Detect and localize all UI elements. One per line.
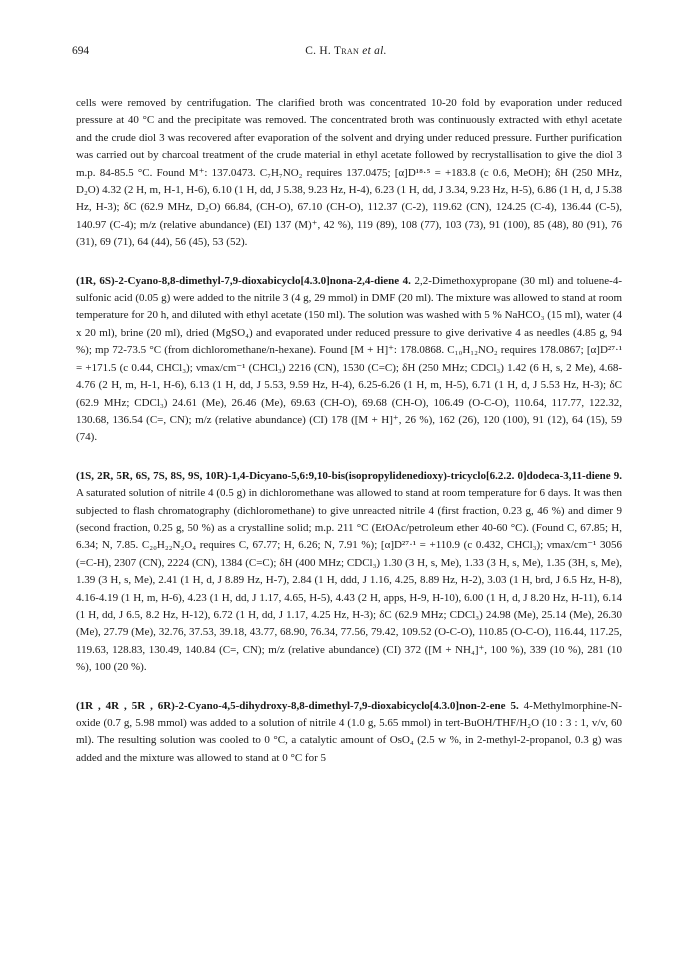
compound-heading: (1S, 2R, 5R, 6S, 7S, 8S, 9S, 10R)-1,4-Dicyano-5,6:9,10-bis(isopropylidenedioxy)-tricyclo[6.2.2. 0]dodeca-3,11-diene 9. — [76, 469, 622, 482]
paragraph-text: 2,2-Dimethoxypropane (30 ml) and toluene-4-sulfonic acid (0.05 g) were added to the nitrile 3 (4 g, 29 mmol) in DMF (20 ml). The mixture was allowed to stand at room temperature for 20 h, and diluted with ethyl acetate (150 ml). The solution was washed with 5 % NaHCO₃ (15 ml), water (4 x 20 ml), brine (20 ml), dried (MgSO₄) and evaporated under reduced pressure to give derivative 4 as needles (4.85 g, 94 %); mp 72-73.5 °C (from dichloromethane/n-hexane). Found [M + H]⁺: 178.0868. C₁₀H₁₂NO₂ requires 178.0867; [α]D²⁷·¹ = +171.5 (c 0.44, CHCl₃); νmax/cm⁻¹ (CHCl₃) 2216 (CN), 1530 (C=C); δH (250 MHz; CDCl₃) 1.42 (6 H, s, 2 Me), 4.68-4.76 (2 H, m, H-1, H-6), 6.13 (1 H, dd, J 5.53, 9.59 Hz, H-4), 6.25-6.26 (1 H, m, H-5), 6.71 (1 H, d, J 5.53 Hz, H-3); δC (62.9 MHz; CDCl₃) 24.61 (Me), 26.46 (Me), 69.63 (CH-O), 69.68 (CH-O), 106.49 (O-C-O), 110.64, 117.77, 122.32, 130.68, 136.54 (C=, CN); m/z (relative abundance) (CI) 178 ([M + H]⁺, 26 %), 162 (26), 120 (100), 91 (12), 64 (15), 59 (74). — [76, 274, 622, 444]
paragraph-text: 4-Methylmorphine-N-oxide (0.7 g, 5.98 mmol) was added to a solution of nitrile 4 (1.0 g, 5.65 mmol) in tert-BuOH/THF/H₂O (10 : 3 : 1, v/v, 60 ml). The resulting solution was cooled to 0 °C, a catalytic amount of OsO₄ (2.5 w %, in 2-methyl-2-propanol, 0.3 g) was added and the mixture was allowed to stand at 0 °C for 5 — [76, 699, 622, 764]
paragraph-diol-3 — [76, 95, 622, 252]
paragraph-compound-5 — [76, 698, 622, 768]
running-head-authors: C. H. Tran — [305, 45, 360, 57]
article-body — [76, 95, 622, 788]
paragraph-compound-4 — [76, 273, 622, 447]
running-head-et-al: et al. — [362, 45, 387, 57]
page-header — [72, 45, 620, 61]
paragraph-text: cells were removed by centrifugation. The clarified broth was concentrated 10-20 fold by evaporation under reduced pressure at 40 °C and the precipitate was removed. The concentrated broth was continuously extracted with ethyl acetate and the crude diol 3 was recovered after evaporation of the solvent and drying under reduced pressure. Further purification was carried out by charcoal treatment of the crude material in ethyl acetate followed by recrystallisation to give the diol 3 m.p. 84-85.5 °C. Found M⁺: 137.0473. C₇H₇NO₂ requires 137.0475; [α]D¹⁸·⁵ = +183.8 (c 0.6, MeOH); δH (250 MHz, D₂O) 4.32 (2 H, m, H-1, H-6), 6.10 (1 H, dd, J 5.38, 9.23 Hz, H-4), 6.23 (1 H, dd, J 3.34, 9.23 Hz, H-5), 6.86 (1 H, d, J 5.38 Hz, H-3); δC (62.9 MHz, D₂O) 66.84, (CH-O), 67.10 (CH-O), 112.37 (C-2), 119.62 (CN), 124.25 (C-4), 136.44 (C-5), 140.97 (C-4); m/z (relative abundance) (EI) 137 (M)⁺, 42 %), 119 (89), 108 (77), 103 (73), 91 (100), 85 (48), 80 (91), 76 (31), 69 (71), 64 (44), 56 (45), 53 (52). — [76, 97, 622, 249]
paragraph-compound-9 — [76, 468, 622, 677]
paragraph-text: A saturated solution of nitrile 4 (0.5 g) in dichloromethane was allowed to stand at room temperature for 6 days. It was then subjected to flash chromatography (dichloromethane) to give unreacted nitrile 4 (first fraction, 0.23 g, 46 %) and dimer 9 (second fraction, 0.25 g, 50 %) as a crystalline solid; m.p. 211 °C (EtOAc/petroleum ether 40-60 °C). (Found C, 67.85; H, 6.34; N, 7.85. C₂₀H₂₂N₂O₄ requires C, 67.77; H, 6.26; N, 7.91 %); [α]D²⁷·¹ = +110.9 (c 0.432, CHCl₃); νmax/cm⁻¹ 3056 (=C-H), 2307 (CN), 2224 (CN), 1384 (C=C); δH (400 MHz; CDCl₃) 1.30 (3 H, s, Me), 1.33 (3 H, s, Me), 1.35 (3H, s, Me), 1.39 (3 H, s, Me), 2.41 (1 H, d, J 8.89 Hz, H-7), 2.84 (1 H, ddd, J 1.16, 4.25, 8.89 Hz, H-2), 3.03 (1 H, brd, J 6.5 Hz, H-8), 4.16-4.19 (1 H, m, H-6), 4.23 (1 H, dd, J 1.17, 4.65, H-5), 4.43 (2 H, apps, H-9, H-10), 6.00 (1 H, d, J 8.20 Hz, H-11), 6.14 (1 H, dd, J 6.5, 8.2 Hz, H-12), 6.72 (1 H, dd, J 1.17, 4.25 Hz, H-3); δC (62.9 MHz; CDCl₃) 24.98 (Me), 25.14 (Me), 26.30 (Me), 27.79 (Me), 32.76, 37.53, 39.18, 43.77, 68.90, 76.34, 77.56, 79.42, 109.52 (O-C-O), 110.85 (O-C-O), 116.44, 117.25, 119.63, 128.83, 130.49, 140.84 (C=, CN); m/z (relative abundance) (CI) 372 ([M + NH₄]⁺, 100 %), 339 (10 %), 281 (10 %), 100 (20 %). — [76, 487, 622, 674]
running-head — [72, 45, 620, 57]
page-number: 694 — [72, 45, 90, 57]
compound-heading: (1R , 4R , 5R , 6R)-2-Cyano-4,5-dihydroxy-8,8-dimethyl-7,9-dioxabicyclo[4.3.0]non-2-ene 5. — [76, 699, 519, 712]
compound-heading: (1R, 6S)-2-Cyano-8,8-dimethyl-7,9-dioxabicyclo[4.3.0]nona-2,4-diene 4. — [76, 274, 411, 287]
